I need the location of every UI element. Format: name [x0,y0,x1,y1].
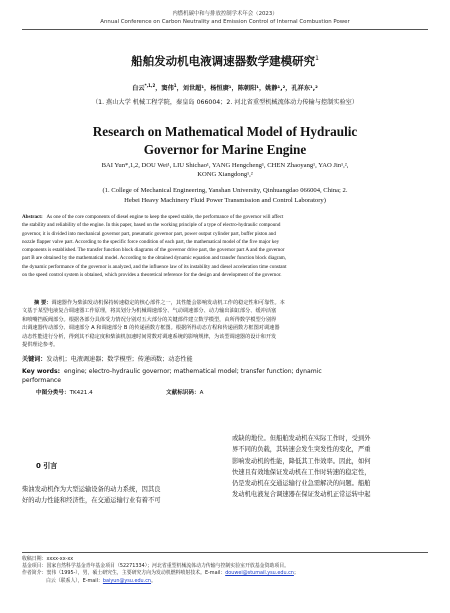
author-email-link[interactable]: douwei@stumail.ysu.edu.cn [225,570,294,577]
footnote-corresponding: 白云（联系人），E-mail：baiyun@ysu.edu.cn。 [46,577,156,584]
affiliation-en-line2: Hebei Heavy Machinery Fluid Power Transmission and Control Laboratory) [124,197,326,204]
body-line: 界不同的负载，其转速会发生突发性的变化，严重 [232,446,371,454]
authors-en-line2: KONG Xiangdong¹,² [197,171,253,178]
keywords-en-value: engine; electro-hydraulic governor; mathematical model; transfer function; dynamic [63,368,322,375]
authors-cn [0,83,450,92]
footnote-fund: 基金项目：国家自然科学基金青年基金项目（52271334）；河北省重型机械流体动力传输与控制实验室开放基金资助项目。 [22,563,289,570]
section-heading-introduction: 0 引言 [36,462,58,470]
abstract-cn [22,299,428,349]
abstract-en-label: Abstract: [22,214,43,220]
abstract-cn-line: 和喷嘴挡板阀部分。根据各部分具体受力情况分别对五大部分的关键部件建立数学模型，由所得数学模型分别得 [22,316,277,323]
abstract-en-line: components is established. The transfer function block diagrams of the governor drive part, the governor part A and the governor [22,247,285,254]
abstract-cn-label: 摘 要： [34,300,52,306]
keywords-cn [22,355,428,364]
keywords-cn-label: 关键词： [22,356,47,363]
abstract-cn-line: 动态性能进行分析，得到其不稳定度和柴油机加速时间常数对调速系统的影响规律，为该型调速器的设计和开发 [22,333,277,340]
clc-value: TK421.4 [69,390,93,396]
abstract-en-line: the dynamic performance of the governor is analyzed, and the influence law of its instability and diesel acceleration time constant [22,263,287,270]
paper-title-cn [0,53,450,69]
abstract-cn-line: 文基于某型电液复合调速器工作原理，将其划分为机械调速部分、气动调速部分、动力输出油缸部分、缓冲活塞 [22,308,277,315]
footnote-received: 收稿日期：xxxx-xx-xx [22,556,74,562]
author-first-cn: 白云 [132,85,145,93]
body-left-column [22,484,218,507]
authors-cn-rest: ，刘世超¹，杨恒赓¹，陈朝阳¹，姚静¹,²，孔祥东¹,² [176,85,318,93]
body-line: 仍是发动机在交通运输行业急需解决的问题。船舶 [232,480,371,488]
authors-en-line1: BAI Yun*,1,2, DOU Wei¹, LIU Shichao¹, YANG Hengcheng¹, CHEN Zhaoyang¹, YAO Jin¹,², [101,162,349,169]
title-footnote-mark: 1 [315,55,319,63]
body-line: 发动机电液复合调速器在保证发动机正常运转中起 [232,491,371,499]
footnote-rule [22,552,428,553]
paper-title-en-line1: Research on Mathematical Model of Hydraulic [92,124,358,139]
document-code-value: A [199,390,204,396]
abstract-en-line: on the speed control system is obtained, which provides a theoretical reference for the design and development of the governor. [22,272,282,279]
abstract-en-line: the stability and reliability of the engine. In this paper, based on the working principle of a type of electro-hydraulic compound [22,222,281,229]
corresponding-email-link[interactable]: baiyun@ysu.edu.cn [102,577,152,584]
author-second-sup: 1 [173,83,177,88]
body-line: 影响发动机的性能，降低其工作效率。因此，如何 [232,457,371,465]
abstract-en-line: nozzle flapper valve part. According to the specific force condition of each part, the mathematical model of the five major key [22,238,280,245]
document-code-label: 文献标识码： [166,390,200,396]
abstract-en-line: Abstract: As one of the core components of diesel engine to keep the speed stable, the performance of the governor will affect [22,214,284,220]
body-right-column [232,433,428,501]
header-rule [22,29,428,30]
body-line: 快速且有效地保证发动机在工作时转速的稳定性， [232,468,371,476]
keywords-en-label: Key words: [22,368,61,375]
document-code [166,389,286,398]
abstract-en [22,213,428,279]
keywords-cn-value: 发动机；电液调速器；数学模型；传递函数；动态性能 [46,356,193,363]
body-line: 柴油发动机作为大型运输设备的动力系统，因其良 [22,486,161,493]
abstract-cn-line: 摘 要：调速器作为柴油发动机保持转速稳定的核心部件之一，其性能会影响发动机工作的稳定性和可靠性。本 [34,300,285,306]
paper-title-cn-text: 船舶发动机电液调速器数学建模研究 [131,54,316,68]
author-first-sup: *,1,2 [144,83,156,88]
affiliation-cn: （1. 燕山大学 机械工程学院，秦皇岛 066004；2. 河北省重型机械流体动力传输与控制实验室） [91,99,359,106]
conference-name-en: Annual Conference on Carbon Neutrality and Emission Control of Internal Combustion Power [100,19,350,25]
abstract-cn-line: 出调速器传动部分、调速部分 A 和调速部分 B 的传递函数方框图。根据所得动态方程和传递函数方框图对调速器 [22,325,280,332]
abstract-cn-line: 提供理论参考。 [22,342,59,349]
footnote [22,556,428,585]
conference-name-cn: 内燃机碳中和与排放控制学术年会（2023） [172,11,278,17]
footnote-author: 作者简介：窦伟（1995-），男，硕士研究生，主要研究方向为发动机燃料喷射技术。E-mail：douwei@stumail.ysu.edu.cn； [22,570,299,577]
abstract-en-line: governor, it is divided into mechanical governor part, pneumatic governor part, power output cylinder part, buffer piston and [22,230,276,237]
abstract-en-line: part B are obtained by the mathematical model. According to the obtained dynamic equation and transfer function block diagram, [22,255,286,262]
keywords-en [22,367,428,376]
body-line: 好的动力性能和经济性，在交通运输行业有着不可 [22,497,161,505]
keywords-en-cont: performance [22,377,62,384]
body-line: 或缺的地位。但船舶发动机在实际工作时，受到外 [232,435,371,442]
clc-label: 中图分类号： [36,390,70,396]
paper-title-en-line2: Governor for Marine Engine [143,142,307,157]
author-second-cn: ，窦伟 [155,85,174,93]
affiliation-en-line1: (1. College of Mechanical Engineering, Yanshan University, Qinhuangdao 066004, China; 2. [102,187,348,194]
